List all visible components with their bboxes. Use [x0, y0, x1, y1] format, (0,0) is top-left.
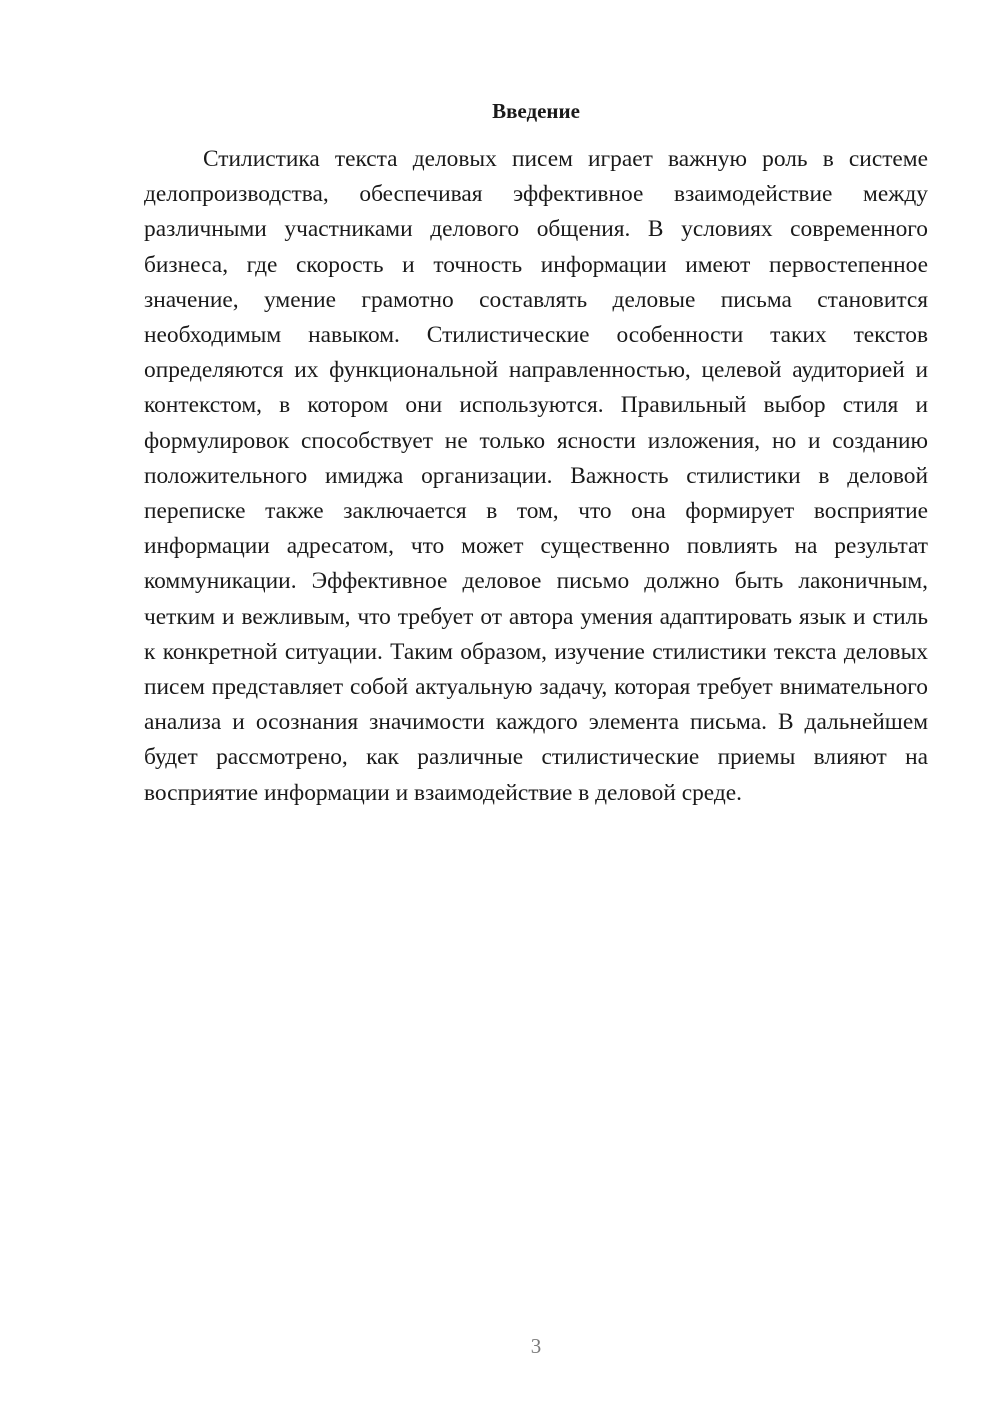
- section-heading: Введение: [492, 99, 580, 123]
- body-paragraph: Стилистика текста деловых писем играет важную роль в системе делопроизводства, обеспечивая эффективное взаимодействие между различными участниками делового общения. В условиях современного бизнеса, где скорость и точность информации имеют первостепенное значение, умение грамотно составлять деловые письма становится необходимым навыком. Стилистические особенности таких текстов определяются их функциональной направленностью, целевой аудиторией и контекстом, в котором они используются. Правильный выбор стиля и формулировок способствует не только ясности изложения, но и созданию положительного имиджа организации. Важность стилистики в деловой переписке также заключается в том, что она формирует восприятие информации адресатом, что может существенно повлиять на результат коммуникации. Эффективное деловое письмо должно быть лаконичным, четким и вежливым, что требует от автора умения адаптировать язык и стиль к конкретной ситуации. Таким образом, изучение стилистики текста деловых писем представляет собой актуальную задачу, которая требует внимательного анализа и осознания значимости каждого элемента письма. В дальнейшем будет рассмотрено, как различные стилистические приемы влияют на восприятие информации и взаимодействие в деловой среде.: [144, 146, 928, 806]
- page-number: 3: [530, 1334, 542, 1358]
